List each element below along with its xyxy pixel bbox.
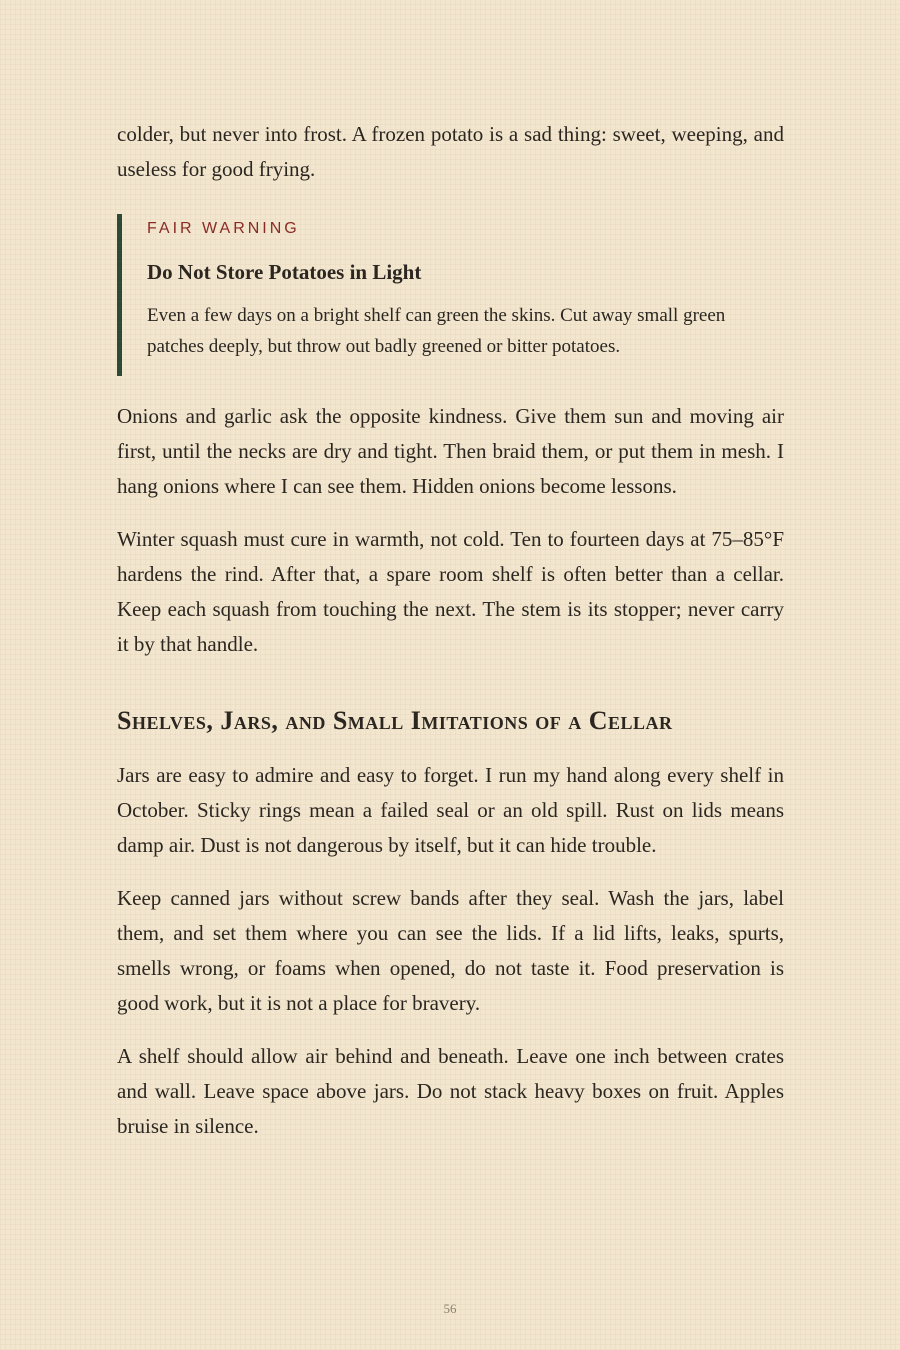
- page-content: [117, 117, 784, 1144]
- section-heading: Shelves, Jars, and Small Imitations of a Cellar: [117, 706, 673, 735]
- body-paragraph: Keep canned jars without screw bands after they seal. Wash the jars, label them, and set them where you can see the lids. If a lid lifts, leaks, spurts, smells wrong, or foams when opened, do not taste it. Food preservation is good work, but it is not a place for bravery.: [117, 886, 784, 1015]
- body-paragraph: A shelf should allow air behind and beneath. Leave one inch between crates and wall. Leave space above jars. Do not stack heavy boxes on fruit. Apples bruise in silence.: [117, 1044, 784, 1138]
- page-number: 56: [443, 1301, 457, 1316]
- warning-callout: [117, 214, 784, 376]
- body-paragraph: Onions and garlic ask the opposite kindness. Give them sun and moving air first, until the necks are dry and tight. Then braid them, or put them in mesh. I hang onions where I can see them. Hidden onions become lessons.: [117, 404, 784, 498]
- callout-title: Do Not Store Potatoes in Light: [147, 260, 422, 284]
- callout-kicker: FAIR WARNING: [147, 220, 300, 237]
- callout-body: Even a few days on a bright shelf can green the skins. Cut away small green patches deeply, but throw out badly greened or bitter potatoes.: [147, 305, 726, 357]
- body-paragraph: Jars are easy to admire and easy to forget. I run my hand along every shelf in October. Sticky rings mean a failed seal or an old spill. Rust on lids means damp air. Dust is not dangerous by itself, but it can hide trouble.: [117, 763, 784, 857]
- body-paragraph: colder, but never into frost. A frozen potato is a sad thing: sweet, weeping, and useless for good frying.: [117, 122, 784, 181]
- body-paragraph: Winter squash must cure in warmth, not cold. Ten to fourteen days at 75–85°F hardens the rind. After that, a spare room shelf is often better than a cellar. Keep each squash from touching the next. The stem is its stopper; never carry it by that handle.: [117, 527, 784, 656]
